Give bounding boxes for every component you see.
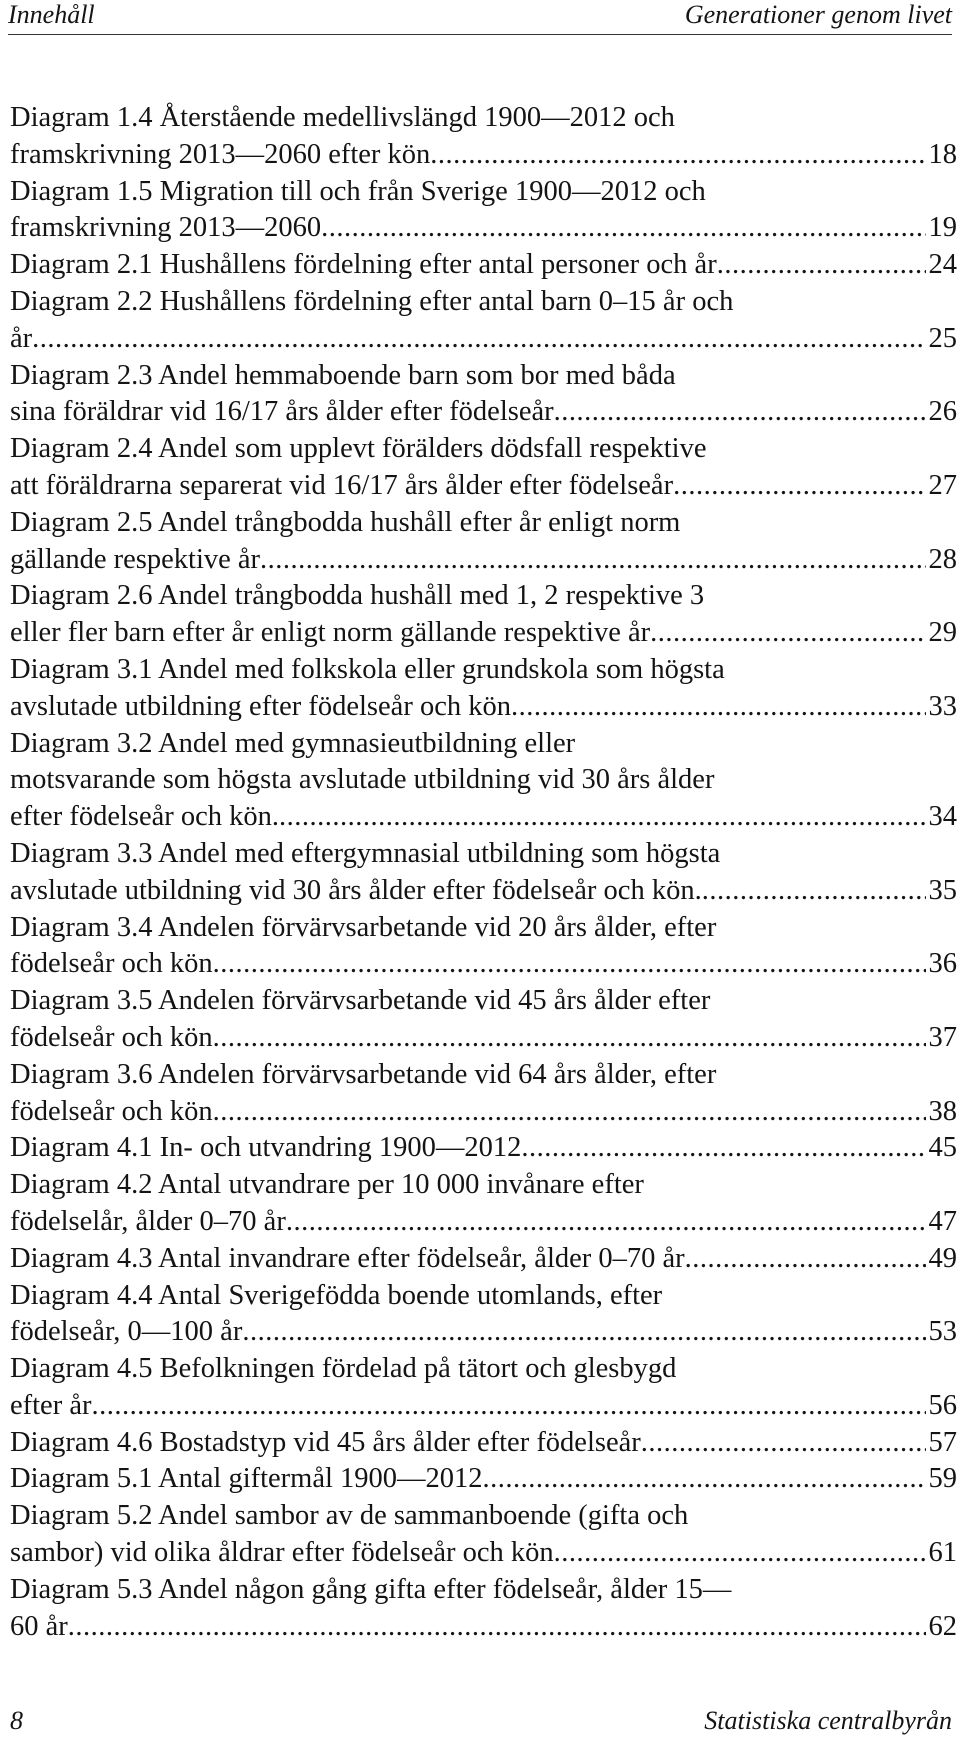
toc-entry[interactable] [10, 100, 957, 174]
dot-leader [260, 542, 925, 579]
toc-entry-text: gällande respektive år [10, 543, 261, 575]
dot-leader [68, 1609, 926, 1646]
toc-page-number: 49 [928, 1242, 957, 1274]
dot-leader [430, 137, 925, 174]
toc-entry[interactable] [10, 505, 957, 579]
toc-page-number: 25 [928, 322, 957, 354]
toc-entry[interactable] [10, 1461, 957, 1498]
running-header [8, 0, 952, 35]
footer-publisher: Statistiska centralbyrån [704, 1706, 952, 1735]
toc-entry-text: födelseår och kön [10, 1021, 213, 1053]
toc-entry-text: 60 år [10, 1610, 68, 1642]
toc-entry-text: födelseår och kön [10, 948, 213, 980]
toc-entry[interactable] [10, 836, 957, 910]
toc-entry-text: Diagram 3.5 Andelen förvärvsarbetande vid 45 års ålder efter [10, 985, 711, 1017]
toc-entry[interactable] [10, 726, 957, 836]
dot-leader [673, 468, 925, 505]
dot-leader [650, 615, 925, 652]
toc-page-number: 47 [928, 1205, 957, 1237]
toc-entry[interactable] [10, 578, 957, 652]
toc-page-number: 19 [928, 212, 957, 244]
toc-page-number: 56 [928, 1389, 957, 1421]
toc-page-number: 62 [928, 1610, 957, 1642]
toc-entry-text: avslutade utbildning vid 30 års ålder efter födelseår och kön. [10, 874, 702, 906]
toc-entry-text: Diagram 4.5 Befolkningen fördelad på tätort och glesbygd [10, 1353, 677, 1385]
toc-entry[interactable] [10, 983, 957, 1057]
toc-entry-text: Diagram 3.1 Andel med folkskola eller grundskola som högsta [10, 653, 725, 685]
toc-entry-text: Diagram 2.2 Hushållens fördelning efter antal barn 0–15 år och [10, 285, 734, 317]
toc-entry-text: framskrivning 2013—2060 efter kön [10, 138, 431, 170]
dot-leader [213, 1020, 926, 1057]
toc-entry-text: efter födelseår och kön. [10, 801, 280, 833]
toc-entry-text: Diagram 3.3 Andel med eftergymnasial utbildning som högsta [10, 837, 721, 869]
toc-entry-text: Diagram 3.6 Andelen förvärvsarbetande vid 64 års ålder, efter [10, 1058, 717, 1090]
toc-entry-text: sina föräldrar vid 16/17 års ålder efter födelseår [10, 396, 554, 428]
toc-entry-text: Diagram 4.2 Antal utvandrare per 10 000 invånare efter [10, 1169, 644, 1201]
toc-page-number: 53 [928, 1316, 957, 1348]
toc-page-number: 38 [928, 1095, 957, 1127]
toc-page-number: 61 [928, 1537, 957, 1569]
toc-entry-text: Diagram 2.5 Andel trångbodda hushåll efter år enligt norm [10, 506, 681, 538]
toc-entry-text: att föräldrarna separerat vid 16/17 års ålder efter födelseår [10, 469, 674, 501]
toc-page-number: 29 [928, 617, 957, 649]
toc-entry-text: Diagram 2.3 Andel hemmaboende barn som bor med båda [10, 359, 676, 391]
toc-entry[interactable] [10, 1241, 957, 1278]
toc-page-number: 35 [928, 874, 957, 906]
toc-entry-text: Diagram 4.1 In- och utvandring 1900—2012 [10, 1132, 522, 1164]
toc-entry-text: födelselår, ålder 0–70 år [10, 1205, 286, 1237]
toc-entry-text: motsvarande som högsta avslutade utbildning vid 30 års ålder [10, 764, 715, 796]
toc-page-number: 18 [928, 138, 957, 170]
toc-page-number: 24 [928, 249, 957, 281]
dot-leader [641, 1425, 926, 1462]
toc-entry-text: födelseår, 0—100 år [10, 1316, 243, 1348]
dot-leader [32, 321, 925, 358]
toc-page-number: 59 [928, 1463, 957, 1495]
toc-entry-text: Diagram 2.6 Andel trångbodda hushåll med 1, 2 respektive 3 [10, 580, 705, 612]
toc-entry-text: framskrivning 2013—2060 [10, 212, 322, 244]
dot-leader [213, 1094, 926, 1131]
toc-entry[interactable] [10, 247, 957, 284]
header-section-title: Innehåll [8, 0, 95, 29]
dot-leader [554, 1535, 926, 1572]
dot-leader [483, 1461, 926, 1498]
dot-leader [717, 247, 926, 284]
dot-leader [286, 1204, 926, 1241]
toc-entry-text: eller fler barn efter år enligt norm gällande respektive år [10, 617, 651, 649]
toc-entry[interactable] [10, 431, 957, 505]
dot-leader [511, 689, 926, 726]
toc-page-number: 27 [928, 469, 957, 501]
toc-entry[interactable] [10, 1498, 957, 1572]
toc-page-number: 45 [928, 1132, 957, 1164]
toc-entry[interactable] [10, 1167, 957, 1241]
toc-entry-text: Diagram 4.4 Antal Sverigefödda boende utomlands, efter [10, 1279, 663, 1311]
toc-entry-text: avslutade utbildning efter födelseår och kön [10, 690, 511, 722]
dot-leader [685, 1241, 926, 1278]
toc-entry[interactable] [10, 284, 957, 358]
dot-leader [91, 1388, 925, 1425]
toc-entry-text: Diagram 5.2 Andel sambor av de sammanboende (gifta och [10, 1500, 689, 1532]
toc-entry-text: Diagram 4.3 Antal invandrare efter födelseår, ålder 0–70 år [10, 1242, 685, 1274]
toc-page-number: 57 [928, 1426, 957, 1458]
toc-page-number: 34 [928, 801, 957, 833]
toc-entry[interactable] [10, 1057, 957, 1131]
toc-entry-text: Diagram 1.5 Migration till och från Sverige 1900—2012 och [10, 175, 706, 207]
toc-entry[interactable] [10, 1351, 957, 1425]
toc-entry-text: Diagram 1.4 Återstående medellivslängd 1900—2012 och [10, 102, 675, 133]
toc-page-number: 37 [928, 1021, 957, 1053]
toc-entry-text: Diagram 3.4 Andelen förvärvsarbetande vid 20 års ålder, efter [10, 911, 717, 943]
toc-entry-text: år [10, 322, 33, 354]
toc-entry-text: sambor) vid olika åldrar efter födelseår och kön [10, 1537, 554, 1569]
header-book-title: Generationer genom livet [684, 0, 952, 29]
dot-leader [279, 799, 925, 836]
toc-entry[interactable] [10, 1572, 957, 1646]
toc-page-number: 33 [928, 690, 957, 722]
toc-entry-text: Diagram 2.4 Andel som upplevt förälders dödsfall respektive [10, 433, 707, 465]
toc-entry-text: Diagram 3.2 Andel med gymnasieutbildning eller [10, 727, 576, 759]
dot-leader [554, 394, 926, 431]
toc-page-number: 28 [928, 543, 957, 575]
toc-entry-text: Diagram 4.6 Bostadstyp vid 45 års ålder efter födelseår [10, 1426, 641, 1458]
toc-entry[interactable] [10, 1278, 957, 1352]
toc-page-number: 36 [928, 948, 957, 980]
running-footer [10, 1700, 952, 1746]
toc-entry[interactable] [10, 174, 957, 248]
dot-leader [321, 210, 925, 247]
toc-entry[interactable] [10, 652, 957, 726]
toc-entry-text: födelseår och kön [10, 1095, 213, 1127]
toc-page-number: 26 [928, 396, 957, 428]
toc-entry-text: Diagram 5.1 Antal giftermål 1900—2012 [10, 1463, 483, 1495]
table-of-contents [10, 100, 957, 1645]
dot-leader [213, 946, 926, 983]
toc-entry-text: Diagram 5.3 Andel någon gång gifta efter födelseår, ålder 15— [10, 1573, 732, 1605]
toc-entry[interactable] [10, 1425, 957, 1462]
dot-leader [521, 1130, 925, 1167]
toc-entry[interactable] [10, 910, 957, 984]
dot-leader [242, 1314, 925, 1351]
toc-entry-text: Diagram 2.1 Hushållens fördelning efter antal personer och år [10, 249, 717, 281]
toc-entry[interactable] [10, 1130, 957, 1167]
toc-entry[interactable] [10, 358, 957, 432]
footer-page-number: 8 [10, 1706, 23, 1735]
dot-leader [702, 873, 926, 910]
toc-entry-text: efter år [10, 1389, 92, 1421]
